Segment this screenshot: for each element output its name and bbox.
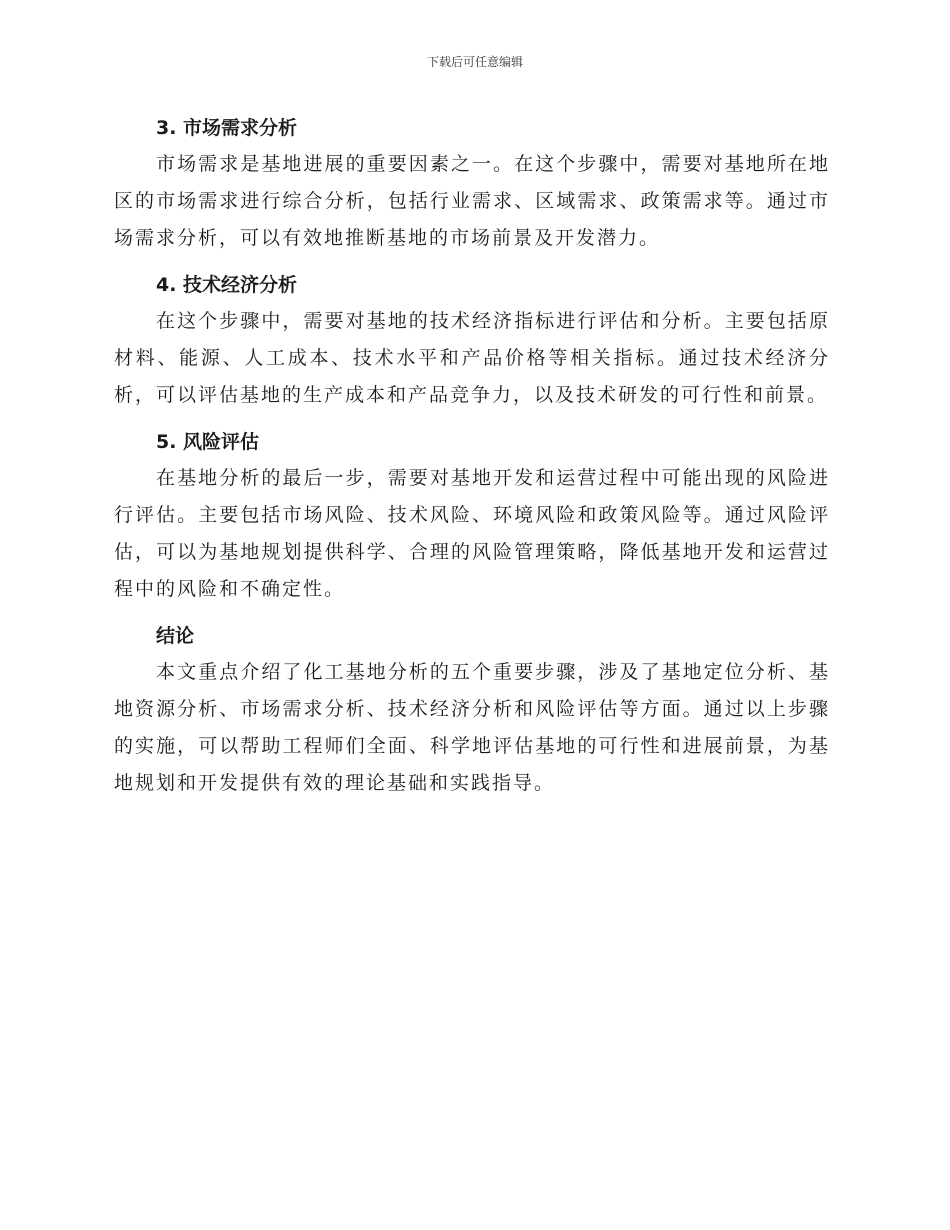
section-heading-tech-economic: 4. 技术经济分析 (156, 274, 298, 296)
section-heading-risk-assessment: 5. 风险评估 (156, 431, 260, 453)
section-paragraph-market-demand: 市场需求是基地进展的重要因素之一。在这个步骤中，需要对基地所在地区的市场需求进行综合分析，包括行业需求、区域需求、政策需求等。通过市场需求分析，可以有效地推断基地的市场前景及开发潜力。 (114, 153, 830, 249)
section-paragraph-tech-economic: 在这个步骤中，需要对基地的技术经济指标进行评估和分析。主要包括原材料、能源、人工成本、技术水平和产品价格等相关指标。通过技术经济分析，可以评估基地的生产成本和产品竞争力，以及技术研发的可行性和前景。 (114, 310, 830, 406)
section-paragraph-conclusion: 本文重点介绍了化工基地分析的五个重要步骤，涉及了基地定位分析、基地资源分析、市场需求分析、技术经济分析和风险评估等方面。通过以上步骤的实施，可以帮助工程师们全面、科学地评估基地的可行性和进展前景，为基地规划和开发提供有效的理论基础和实践指导。 (114, 661, 830, 794)
section-paragraph-risk-assessment: 在基地分析的最后一步，需要对基地开发和运营过程中可能出现的风险进行评估。主要包括市场风险、技术风险、环境风险和政策风险等。通过风险评估，可以为基地规划提供科学、合理的风险管理策略，降低基地开发和运营过程中的风险和不确定性。 (114, 467, 830, 600)
section-heading-conclusion: 结论 (156, 625, 195, 647)
section-heading-market-demand: 3. 市场需求分析 (156, 117, 298, 139)
document-body (114, 110, 830, 812)
page-header-note: 下载后可任意编辑 (426, 55, 523, 69)
